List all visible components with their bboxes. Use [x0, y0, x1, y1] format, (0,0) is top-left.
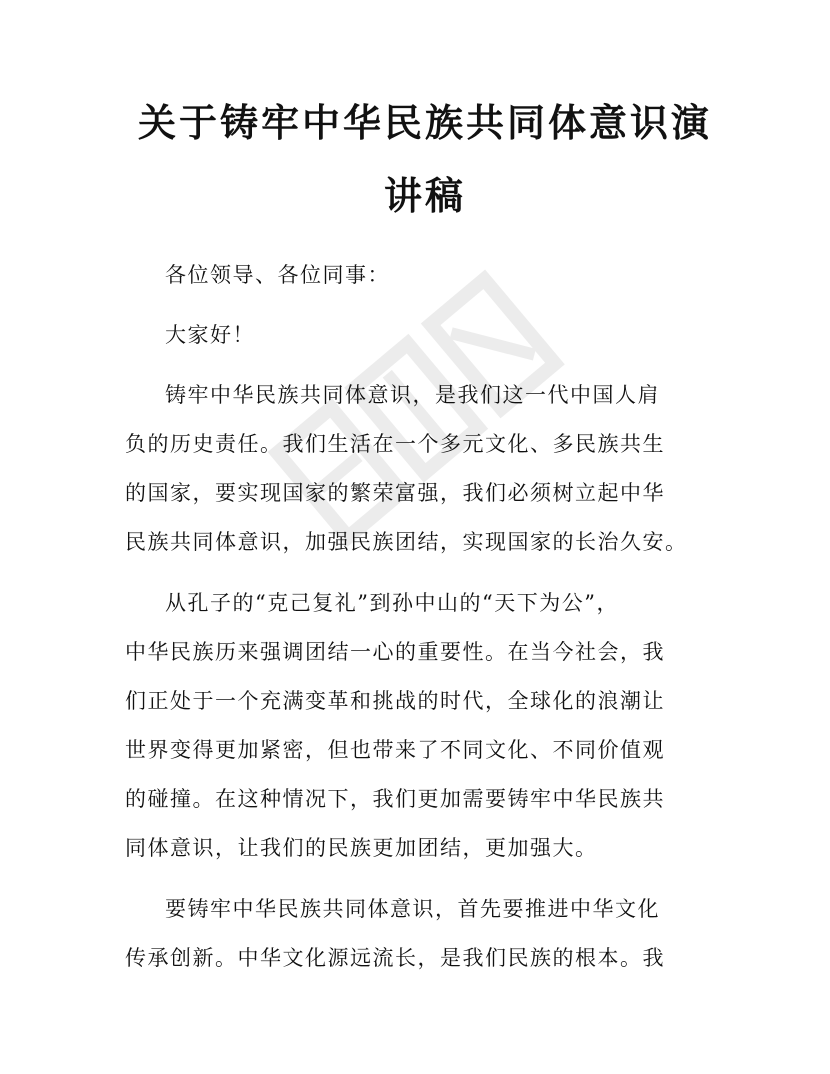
- paragraph-1-line: 民族共同体意识，加强民族团结，实现国家的长治久安。: [125, 530, 688, 554]
- paragraph-2-line: 世界变得更加紧密，但也带来了不同文化、不同价值观: [125, 738, 665, 762]
- paragraph-2-line: 中华民族历来强调团结一心的重要性。在当今社会，我: [125, 640, 665, 664]
- document-title-line-2: 讲稿: [383, 173, 466, 218]
- greeting: 大家好！: [165, 323, 255, 347]
- paragraph-2-line: 同体意识，让我们的民族更加团结，更加强大。: [125, 836, 598, 860]
- paragraph-1-line: 负的历史责任。我们生活在一个多元文化、多民族共生: [125, 432, 665, 456]
- paragraph-2-line: 们正处于一个充满变革和挑战的时代，全球化的浪潮让: [125, 689, 665, 713]
- document-title-line-1: 关于铸牢中华民族共同体意识演: [137, 100, 712, 145]
- salutation: 各位领导、各位同事：: [165, 263, 390, 287]
- paragraph-2-line: 的碰撞。在这种情况下，我们更加需要铸牢中华民族共: [125, 787, 665, 811]
- paragraph-2-line: 从孔子的“克己复礼”到孙中山的“天下为公”，: [165, 591, 619, 615]
- paragraph-3-line: 传承创新。中华文化源远流长，是我们民族的根本。我: [125, 946, 665, 970]
- paragraph-3-line: 要铸牢中华民族共同体意识，首先要推进中华文化: [165, 897, 660, 921]
- paragraph-1-line: 铸牢中华民族共同体意识，是我们这一代中国人肩: [165, 383, 660, 407]
- paragraph-1-line: 的国家，要实现国家的繁荣富强，我们必须树立起中华: [125, 481, 665, 505]
